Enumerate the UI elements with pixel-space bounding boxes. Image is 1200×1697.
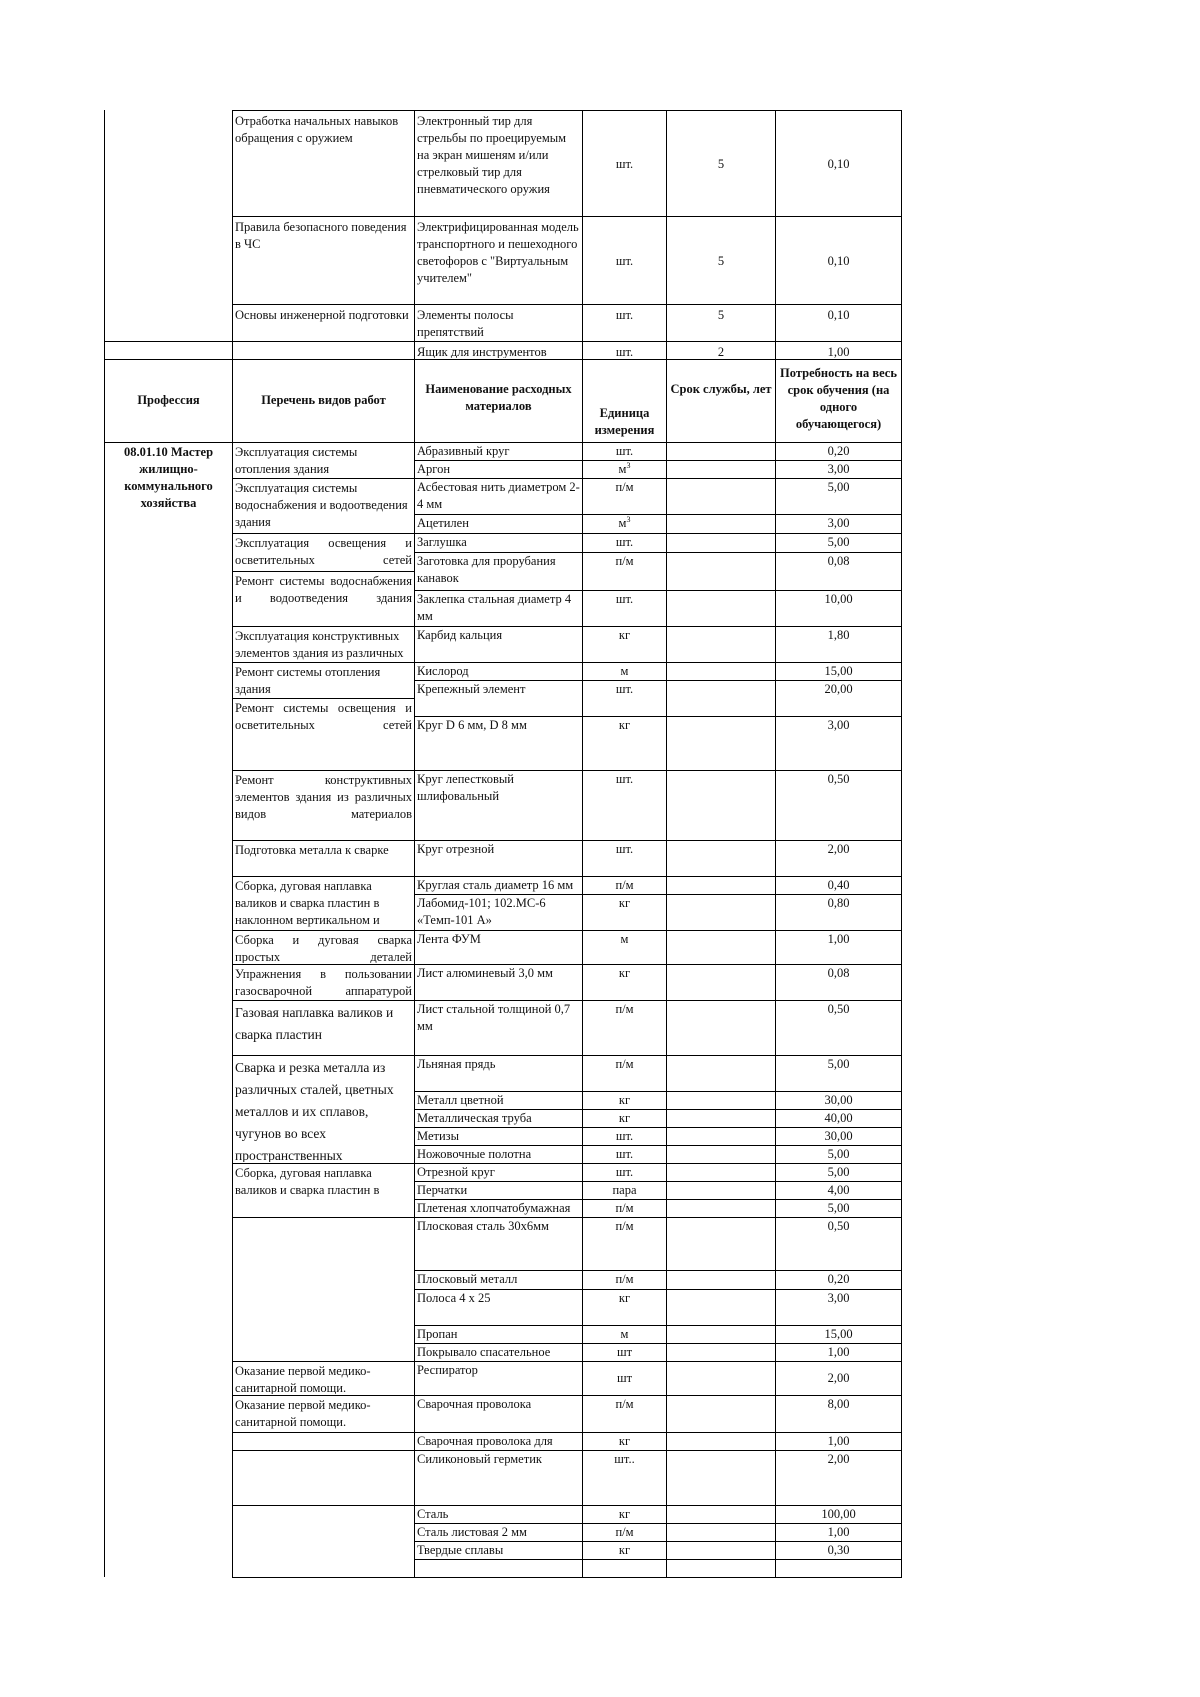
unit-cell: п/м xyxy=(615,480,634,494)
material-cell: Отрезной круг xyxy=(417,1165,495,1179)
work-cell: Ремонт конструктивных элементов здания из различных видов материалов xyxy=(235,773,412,821)
need-cell: 5,00 xyxy=(827,1057,850,1071)
work-cell: Ремонт системы освещения и осветительных сетей xyxy=(235,701,412,732)
work-cell: Основы инженерной подготовки xyxy=(235,308,409,322)
material-cell: Электрифицированная модель транспортного и пешеходного светофоров с "Виртуальным учителем" xyxy=(417,220,579,285)
need-cell: 3,00 xyxy=(827,718,850,732)
table-rule xyxy=(232,626,415,627)
work-cell: Ремонт системы отопления здания xyxy=(235,665,381,696)
unit-cell: п/м xyxy=(615,878,634,892)
work-cell: Ремонт системы водоснабжения и водоотведения здания xyxy=(235,574,412,605)
work-cell: Подготовка металла к сварке xyxy=(235,843,389,857)
material-cell: Заготовка для прорубания канавок xyxy=(417,554,556,585)
table-rule xyxy=(232,698,415,699)
unit-cell: шт. xyxy=(615,1129,634,1143)
work-cell xyxy=(235,344,412,358)
table-rule xyxy=(414,1577,902,1578)
table-rule xyxy=(232,1163,415,1164)
table-rule xyxy=(901,110,902,359)
table-rule xyxy=(232,571,415,572)
unit-cell: м xyxy=(620,932,629,946)
need-cell: 0,50 xyxy=(827,772,850,786)
service-life-cell: 2 xyxy=(717,345,725,358)
table-rule xyxy=(775,110,776,359)
table-rule xyxy=(232,770,415,771)
material-cell: Электронный тир для стрельбы по проецируемым на экран мишеням и/или стрелковый тир для пневматического оружия xyxy=(417,114,567,196)
need-cell: 0,40 xyxy=(827,878,850,892)
unit-cell: кг xyxy=(618,1543,631,1557)
material-cell: Круглая сталь диаметр 16 мм xyxy=(417,878,574,892)
unit-cell: шт. xyxy=(615,345,634,358)
table-rule xyxy=(232,662,415,663)
column-header-works: Перечень видов работ xyxy=(261,393,386,407)
need-cell: 2,00 xyxy=(827,1452,850,1466)
unit-cell: шт. xyxy=(615,253,634,268)
material-cell: Сталь xyxy=(417,1507,449,1521)
unit-cell: шт. xyxy=(615,772,634,786)
table-rule xyxy=(414,110,415,359)
need-cell: 5,00 xyxy=(827,1147,850,1161)
unit-cell: п/м xyxy=(615,1002,634,1016)
material-cell: Сварочная проволока xyxy=(417,1397,532,1411)
work-cell: Сборка, дуговая наплавка валиков и сварка пластин в xyxy=(235,1166,380,1197)
unit-cell: п/м xyxy=(615,1057,634,1071)
column-header-profession: Профессия xyxy=(137,393,200,407)
need-cell: 1,80 xyxy=(827,628,850,642)
unit-cell: м xyxy=(620,1327,629,1341)
unit-cell: шт. xyxy=(615,842,634,856)
need-cell: 5,00 xyxy=(827,535,850,549)
material-cell: Крепежный элемент xyxy=(417,682,526,696)
material-cell: Ящик для инструментов xyxy=(417,345,547,358)
need-cell: 0,10 xyxy=(827,308,850,322)
need-cell: 5,00 xyxy=(827,480,850,494)
table-rule xyxy=(414,1559,902,1560)
material-cell: Лист стальной толщиной 0,7 мм xyxy=(417,1002,571,1033)
table-rule xyxy=(775,359,776,1577)
need-cell: 0,10 xyxy=(827,156,850,171)
material-cell: Лист алюминевый 3,0 мм xyxy=(417,966,553,980)
need-cell: 30,00 xyxy=(824,1093,853,1107)
unit-cell: пара xyxy=(612,1183,637,1197)
column-header-need: Потребность на весь срок обучения (на одного обучающегося) xyxy=(780,366,897,431)
material-cell: Плосковая сталь 30х6мм xyxy=(417,1219,549,1233)
material-cell: Круг лепестковый шлифовальный xyxy=(417,772,514,803)
material-cell: Заклепка стальная диаметр 4 мм xyxy=(417,592,572,623)
need-cell: 0,10 xyxy=(827,253,850,268)
table-rule xyxy=(232,1000,415,1001)
need-cell: 0,30 xyxy=(827,1543,850,1557)
table-rule xyxy=(232,1395,415,1396)
material-cell: Перчатки xyxy=(417,1183,468,1197)
need-cell: 0,50 xyxy=(827,1002,850,1016)
material-cell: Асбестовая нить диаметром 2-4 мм xyxy=(417,480,580,511)
unit-superscript: 3 xyxy=(626,515,631,524)
table-rule xyxy=(232,110,902,111)
material-cell: Лабомид-101; 102.МС-6 «Темп-101 А» xyxy=(417,896,546,927)
unit-cell: кг xyxy=(618,1507,631,1521)
table-rule xyxy=(414,359,415,1577)
unit-cell: шт. xyxy=(615,1147,634,1161)
unit-cell: п/м xyxy=(615,1201,634,1215)
material-cell: Металлическая труба xyxy=(417,1111,532,1125)
material-cell: Силиконовый герметик xyxy=(417,1452,542,1466)
unit-cell: шт xyxy=(616,1345,633,1359)
table-rule xyxy=(232,359,233,1577)
need-cell: 0,80 xyxy=(827,896,850,910)
work-cell: Газовая наплавка валиков и сварка пластин xyxy=(235,1005,394,1042)
material-cell: Полоса 4 х 25 xyxy=(417,1291,491,1305)
need-cell: 0,08 xyxy=(827,554,850,568)
need-cell: 0,08 xyxy=(827,966,850,980)
material-cell: Ацетилен xyxy=(417,516,469,530)
unit-cell: шт xyxy=(616,1371,633,1385)
work-cell: Сварка и резка металла из различных сталей, цветных металлов и их сплавов, чугунов во всех пространственных xyxy=(235,1060,394,1162)
material-cell: Пропан xyxy=(417,1327,458,1341)
material-cell: Металл цветной xyxy=(417,1093,504,1107)
work-cell: Сборка и дуговая сварка простых деталей xyxy=(235,933,412,963)
table-rule xyxy=(901,359,902,1577)
table-rule xyxy=(232,304,902,305)
unit-cell: $м^3$ xyxy=(618,515,631,530)
material-cell: Круг отрезной xyxy=(417,842,495,856)
table-rule xyxy=(232,1450,415,1451)
unit-cell: шт. xyxy=(615,308,634,322)
work-cell: Правила безопасного поведения в ЧС xyxy=(235,220,407,251)
work-cell: Эксплуатация системы водоснабжения и водоотведения здания xyxy=(235,481,408,529)
need-cell: 1,00 xyxy=(827,932,850,946)
unit-cell: шт.. xyxy=(614,1452,635,1466)
work-cell: Оказание первой медико-санитарной помощи. xyxy=(235,1398,371,1429)
material-cell: Плосковый металл xyxy=(417,1272,518,1286)
material-cell: Респиратор xyxy=(417,1363,478,1377)
column-header-materials: Наименование расходных материалов xyxy=(425,382,572,413)
table-rule xyxy=(232,1361,415,1362)
need-cell: 2,00 xyxy=(827,1371,850,1385)
need-cell: 20,00 xyxy=(824,682,853,696)
work-cell: Сборка, дуговая наплавка валиков и сварка пластин в наклонном вертикальном и xyxy=(235,879,380,927)
need-cell: 5,00 xyxy=(827,1165,850,1179)
work-cell: Упражнения в пользовании газосварочной аппаратурой xyxy=(235,967,412,998)
table-rule xyxy=(582,110,583,359)
need-cell: 100,00 xyxy=(821,1507,856,1521)
work-cell: Эксплуатация системы отопления здания xyxy=(235,445,358,476)
table-rule xyxy=(232,533,415,534)
unit-cell: м xyxy=(620,664,629,678)
material-cell: Льняная прядь xyxy=(417,1057,496,1071)
unit-cell: п/м xyxy=(615,1272,634,1286)
table-rule xyxy=(582,359,583,1577)
need-cell: 1,00 xyxy=(827,345,850,358)
unit-cell: п/м xyxy=(615,554,634,568)
profession-name: 08.01.10 Мастер жилищно-коммунального хозяйства xyxy=(123,445,214,510)
unit-cell: кг xyxy=(618,1434,631,1448)
unit-cell: кг xyxy=(618,1093,631,1107)
table-rule xyxy=(666,359,667,1577)
work-cell: Эксплуатация конструктивных элементов здания из различных xyxy=(235,629,404,660)
need-cell: 40,00 xyxy=(824,1111,853,1125)
need-cell: 30,00 xyxy=(824,1129,853,1143)
unit-cell: п/м xyxy=(615,1525,634,1539)
unit-cell: кг xyxy=(618,966,631,980)
service-life-cell: 5 xyxy=(717,156,725,171)
material-cell: Метизы xyxy=(417,1129,459,1143)
need-cell: 0,20 xyxy=(827,444,850,458)
column-header-service-life: Срок службы, лет xyxy=(670,382,772,396)
table-rule xyxy=(104,341,902,342)
need-cell: 8,00 xyxy=(827,1397,850,1411)
need-cell: 1,00 xyxy=(827,1525,850,1539)
material-cell: Абразивный круг xyxy=(417,444,510,458)
need-cell: 1,00 xyxy=(827,1345,850,1359)
material-cell: Аргон xyxy=(417,462,451,476)
need-cell: 5,00 xyxy=(827,1201,850,1215)
material-cell: Круг D 6 мм, D 8 мм xyxy=(417,718,527,732)
need-cell: 2,00 xyxy=(827,842,850,856)
table-rule xyxy=(232,964,415,965)
need-cell: 15,00 xyxy=(824,1327,853,1341)
material-cell: Сварочная проволока для xyxy=(417,1434,553,1448)
service-life-cell: 5 xyxy=(717,253,725,268)
material-cell: Ножовочные полотна xyxy=(417,1147,532,1161)
unit-superscript: 3 xyxy=(626,461,631,470)
need-cell: 0,50 xyxy=(827,1219,850,1233)
table-rule xyxy=(232,876,415,877)
unit-cell: п/м xyxy=(615,1219,634,1233)
unit-cell: шт. xyxy=(615,156,634,171)
unit-cell: кг xyxy=(618,718,631,732)
need-cell: 1,00 xyxy=(827,1434,850,1448)
table-rule xyxy=(232,216,902,217)
need-cell: 0,20 xyxy=(827,1272,850,1286)
work-cell: Оказание первой медико-санитарной помощи. xyxy=(235,1364,371,1394)
unit-cell: $м^3$ xyxy=(618,461,631,476)
need-cell: 15,00 xyxy=(824,664,853,678)
need-cell: 3,00 xyxy=(827,1291,850,1305)
table-rule xyxy=(232,1217,415,1218)
work-cell: Отработка начальных навыков обращения с оружием xyxy=(235,114,399,145)
unit-cell: кг xyxy=(618,1111,631,1125)
material-cell: Покрывало спасательное xyxy=(417,1345,551,1359)
material-cell: Кислород xyxy=(417,664,469,678)
material-cell: Заглушка xyxy=(417,535,467,549)
unit-cell: кг xyxy=(618,896,631,910)
material-cell: Лента ФУМ xyxy=(417,932,481,946)
unit-cell: кг xyxy=(618,1291,631,1305)
need-cell: 3,00 xyxy=(827,462,850,476)
table-rule xyxy=(232,1505,415,1506)
material-cell: Элементы полосы препятствий xyxy=(417,308,514,339)
table-rule xyxy=(232,442,415,443)
unit-cell: шт. xyxy=(615,1165,634,1179)
need-cell: 3,00 xyxy=(827,516,850,530)
table-rule xyxy=(232,110,233,359)
unit-cell: шт. xyxy=(615,444,634,458)
table-rule xyxy=(232,840,415,841)
need-cell: 10,00 xyxy=(824,592,853,606)
unit-cell: шт. xyxy=(615,535,634,549)
material-cell: Сталь листовая 2 мм xyxy=(417,1525,527,1539)
unit-cell: п/м xyxy=(615,1397,634,1411)
table-rule xyxy=(232,1055,415,1056)
material-cell: Твердые сплавы xyxy=(417,1543,504,1557)
need-cell: 4,00 xyxy=(827,1183,850,1197)
unit-cell: шт. xyxy=(615,592,634,606)
table-rule xyxy=(232,930,415,931)
material-cell: Карбид кальция xyxy=(417,628,503,642)
work-cell: Эксплуатация освещения и осветительных сетей xyxy=(235,536,412,567)
table-rule xyxy=(104,359,105,1577)
table-rule xyxy=(232,1432,415,1433)
table-rule xyxy=(232,478,415,479)
column-header-unit: Единица измерения xyxy=(594,406,655,437)
unit-cell: шт. xyxy=(615,682,634,696)
table-rule xyxy=(666,110,667,359)
material-cell: Плетеная хлопчатобумажная xyxy=(417,1201,571,1215)
unit-cell: кг xyxy=(618,628,631,642)
service-life-cell: 5 xyxy=(717,308,725,322)
table-rule xyxy=(232,1577,415,1578)
